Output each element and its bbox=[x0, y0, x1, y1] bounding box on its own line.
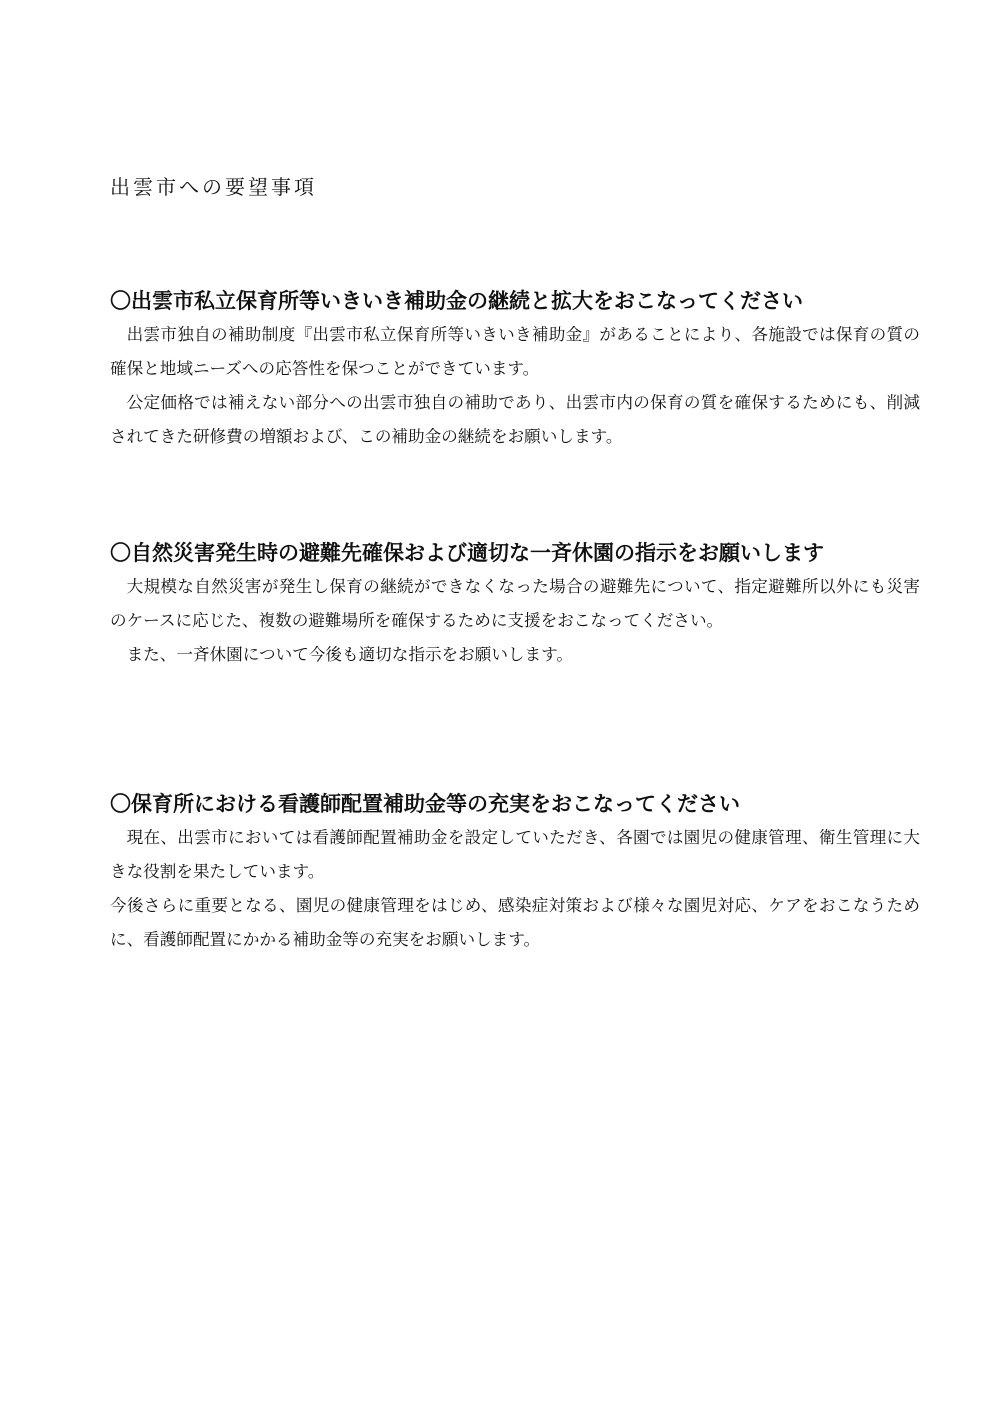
section-disaster-evacuation bbox=[110, 538, 920, 672]
document-title: 出雲市への要望事項 bbox=[110, 175, 317, 199]
section-nurse-subsidy bbox=[110, 789, 920, 957]
section-heading: 〇自然災害発生時の避難先確保および適切な一斉休園の指示をお願いします bbox=[110, 541, 824, 565]
section-paragraph: また、一斉休園について今後も適切な指示をお願いします。 bbox=[126, 645, 573, 664]
section-paragraph: 出雲市独自の補助制度『出雲市私立保育所等いきいき補助金』があることにより、各施設では保育の質の確保と地域ニーズへの応答性を保つことができています。 bbox=[110, 325, 920, 378]
section-subsidy-continuation bbox=[110, 286, 920, 454]
section-paragraph: 現在、出雲市においては看護師配置補助金を設定していただき、各園では園児の健康管理、衛生管理に大きな役割を果たしています。 bbox=[110, 828, 920, 881]
section-paragraph: 大規模な自然災害が発生し保育の継続ができなくなった場合の避難先について、指定避難所以外にも災害のケースに応じた、複数の避難場所を確保するために支援をおこなってください。 bbox=[110, 577, 920, 630]
section-paragraph: 今後さらに重要となる、園児の健康管理をはじめ、感染症対策および様々な園児対応、ケアをおこなうために、看護師配置にかかる補助金等の充実をお願いします。 bbox=[110, 896, 920, 949]
section-paragraph: 公定価格では補えない部分への出雲市独自の補助であり、出雲市内の保育の質を確保するためにも、削減されてきた研修費の増額および、この補助金の継続をお願いします。 bbox=[110, 393, 920, 446]
section-heading: 〇保育所における看護師配置補助金等の充実をおこなってください bbox=[110, 792, 740, 816]
section-heading: 〇出雲市私立保育所等いきいき補助金の継続と拡大をおこなってください bbox=[110, 289, 803, 313]
